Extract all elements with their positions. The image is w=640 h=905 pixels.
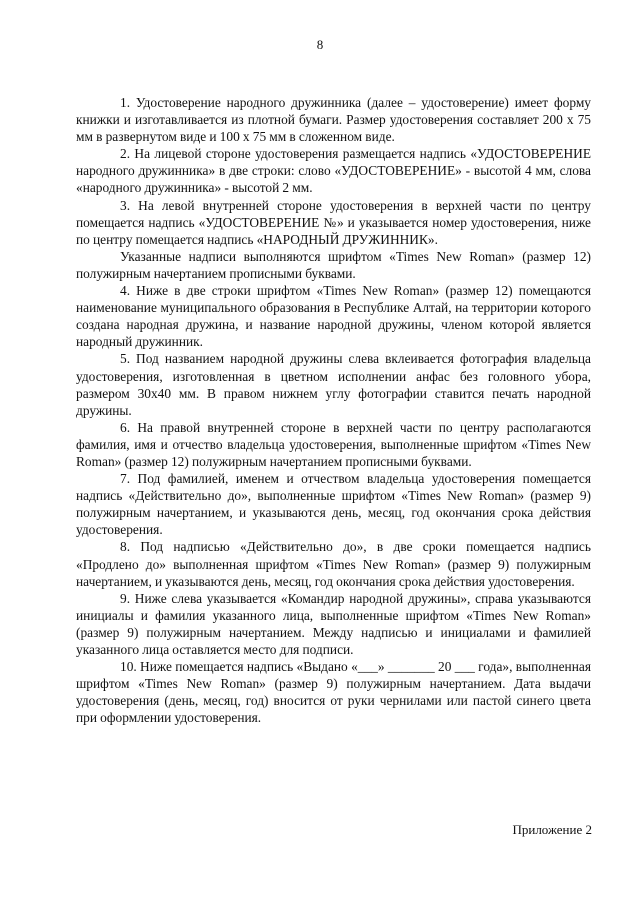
paragraph-10: 10. Ниже помещается надпись «Выдано «___» _______ 20 ___ года», выполненная шрифтом «Times New Roman» (размер 9) полужирным начертанием. Дата выдачи удостоверения (день, месяц, год) вносится от руки чернилами или пастой синего цвета при оформлении удостоверения.	[76, 659, 591, 726]
paragraph-4: 4. Ниже в две строки шрифтом «Times New Roman» (размер 12) помещаются наименование муниципального образования в Республике Алтай, на территории которого создана народная дружина, и название народной дружины, членом которой является народный дружинник.	[76, 283, 591, 350]
document-body	[76, 94, 591, 726]
paragraph-5: 5. Под названием народной дружины слева вклеивается фотография владельца удостоверения, изготовленная в цветном исполнении анфас без головного убора, размером 30х40 мм. В правом нижнем углу фотографии ставится печать народной дружины.	[76, 351, 591, 418]
paragraph-3: 3. На левой внутренней стороне удостоверения в верхней части по центру помещается надпись «УДОСТОВЕРЕНИЕ №» и указывается номер удостоверения, ниже по центру помещается надпись «НАРОДНЫЙ ДРУЖИННИК».	[76, 197, 591, 247]
paragraph-7: 7. Под фамилией, именем и отчеством владельца удостоверения помещается надпись «Действительно до», выполненные шрифтом «Times New Roman» (размер 9) полужирным начертанием, и указываются день, месяц, год окончания срока действия удостоверения.	[76, 471, 591, 538]
paragraph-3-note: Указанные надписи выполняются шрифтом «Times New Roman» (размер 12) полужирным начертанием прописными буквами.	[76, 248, 591, 281]
paragraph-6: 6. На правой внутренней стороне в верхней части по центру располагаются фамилия, имя и отчество владельца удостоверения, выполненные шрифтом «Times New Roman» (размер 12) полужирным начертанием прописными буквами.	[76, 419, 591, 469]
footer-appendix-label: Приложение 2	[512, 822, 592, 837]
paragraph-9: 9. Ниже слева указывается «Командир народной дружины», справа указываются инициалы и фамилия указанного лица, выполненные шрифтом «Times New Roman» (размер 9) полужирным начертанием. Между надписью и инициалами и фамилией указанного лица оставляется место для подписи.	[76, 590, 591, 657]
paragraph-8: 8. Под надписью «Действительно до», в две сроки помещается надпись «Продлено до» выполненная шрифтом «Times New Roman» (размер 9) полужирным начертанием, и указываются день, месяц, год окончания срока действия удостоверения.	[76, 539, 591, 589]
paragraph-1: 1. Удостоверение народного дружинника (далее – удостоверение) имеет форму книжки и изготавливается из плотной бумаги. Размер удостоверения составляет 200 х 75 мм в развернутом виде и 100 х 75 мм в сложенном виде.	[76, 95, 591, 145]
page-number: 8	[316, 37, 324, 52]
paragraph-2: 2. На лицевой стороне удостоверения размещается надпись «УДОСТОВЕРЕНИЕ народного дружинника» в две строки: слово «УДОСТОВЕРЕНИЕ» - высотой 4 мм, слова «народного дружинника» - высотой 2 мм.	[76, 146, 591, 196]
